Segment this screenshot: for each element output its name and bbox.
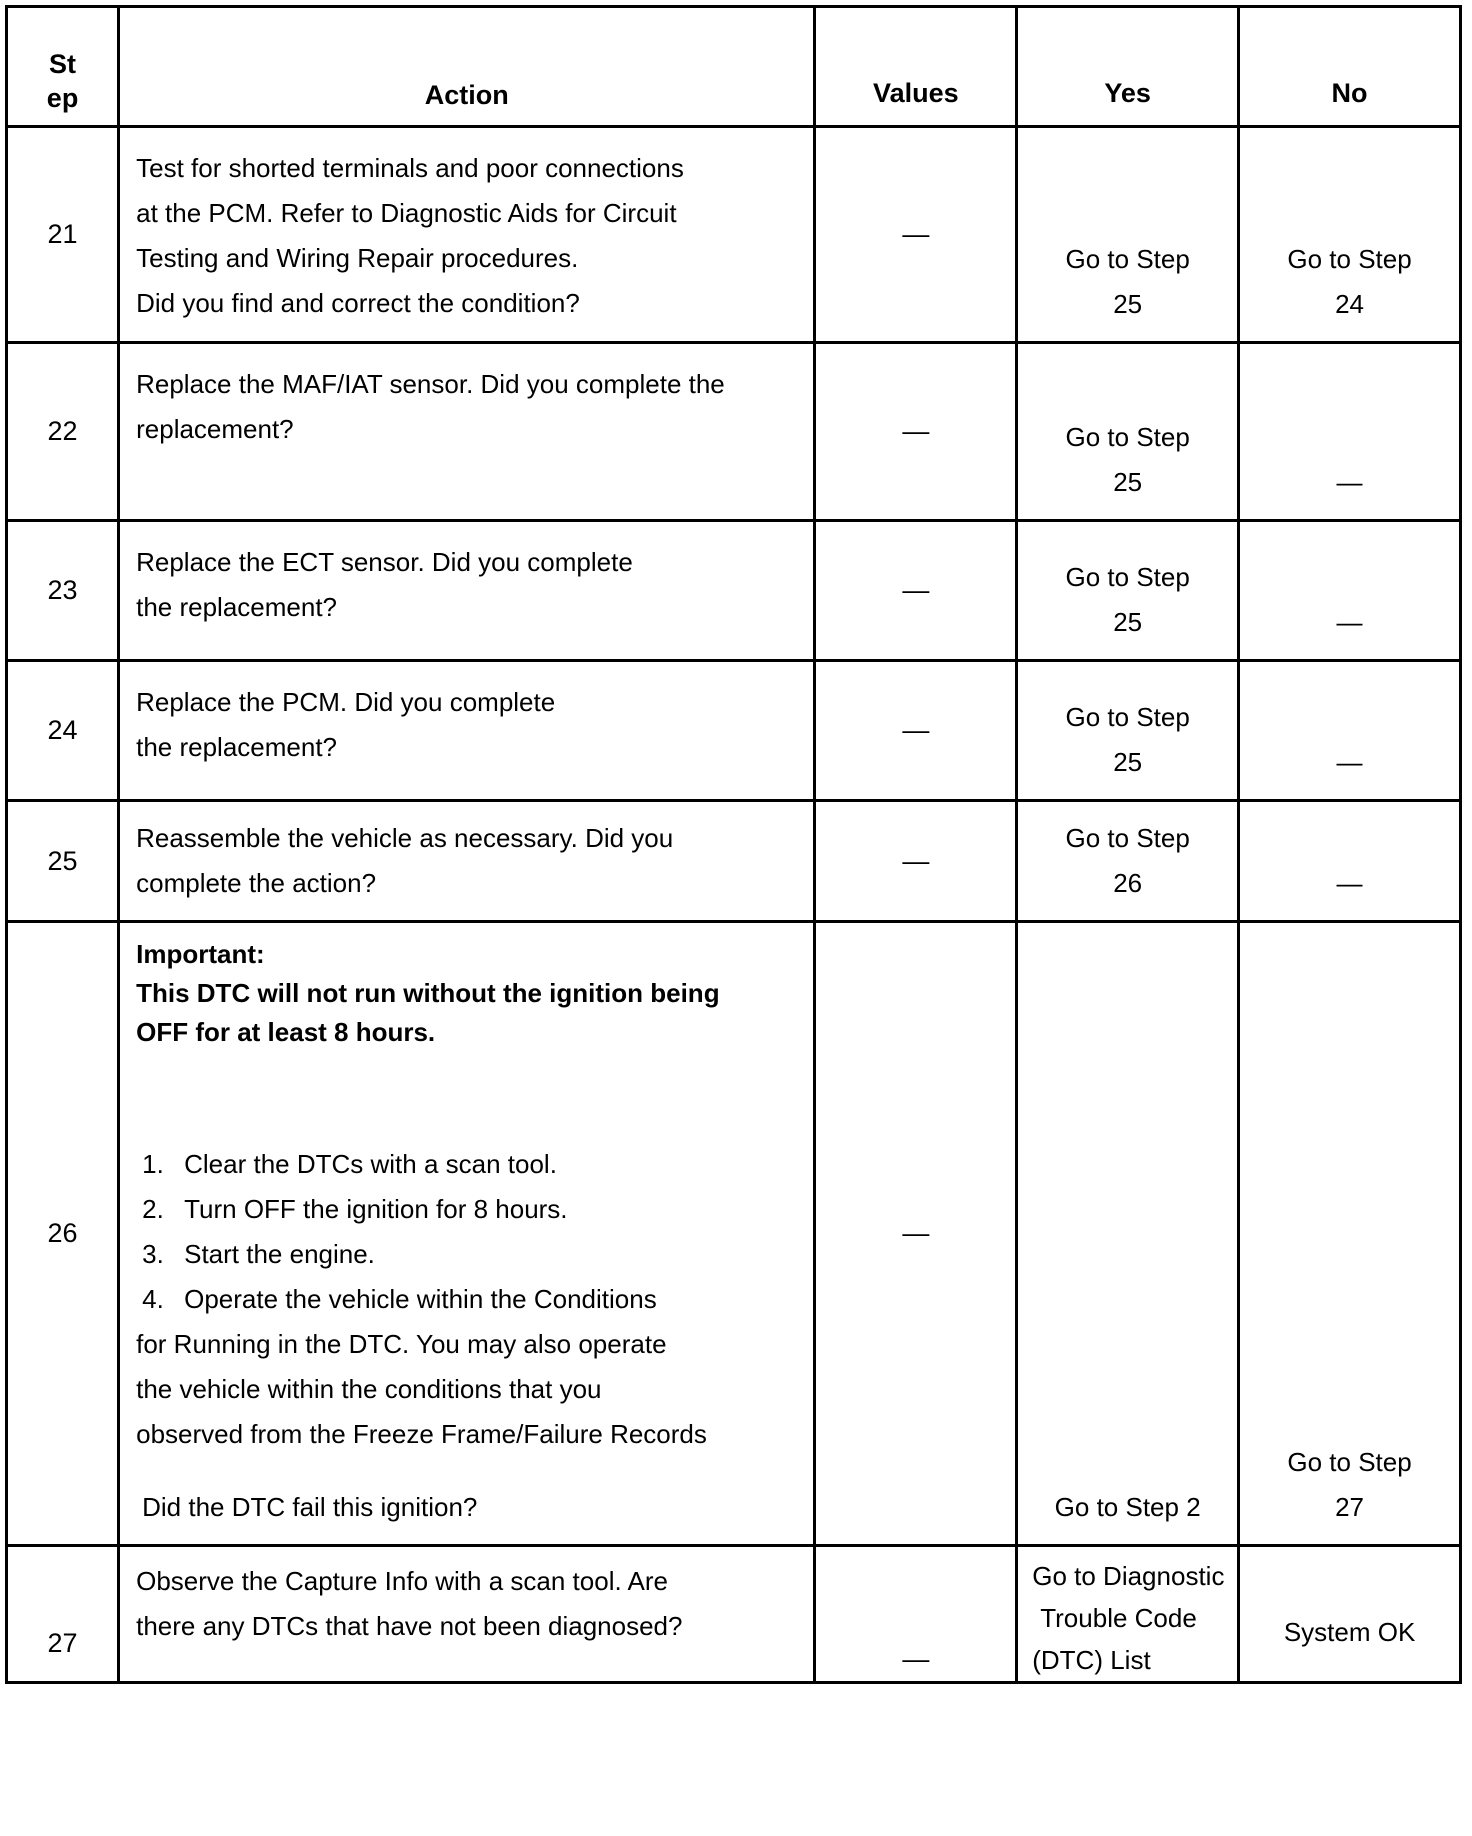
no-cell: Go to Step 27 xyxy=(1239,922,1461,1546)
action-cell xyxy=(119,1546,815,1683)
list-item: 3. Start the engine. xyxy=(142,1239,375,1269)
no-cell: — xyxy=(1239,661,1461,801)
yes-cell: Go to Step 2 xyxy=(1017,922,1239,1546)
no-cell: — xyxy=(1239,801,1461,922)
yes-cell xyxy=(1017,1546,1239,1683)
action-cell xyxy=(119,521,815,661)
header-yes: Yes xyxy=(1017,7,1239,127)
action-line: at the PCM. Refer to Diagnostic Aids for Circuit xyxy=(136,198,677,228)
action-cell xyxy=(119,343,815,521)
table-row xyxy=(7,661,1461,801)
values-cell: — xyxy=(815,521,1017,661)
action-line: for Running in the DTC. You may also operate xyxy=(136,1329,667,1359)
step-number: 22 xyxy=(7,343,119,521)
yes-line: Trouble Code xyxy=(1040,1603,1197,1633)
yes-cell: Go to Step 26 xyxy=(1017,801,1239,922)
table-row xyxy=(7,127,1461,343)
step-number: 24 xyxy=(7,661,119,801)
action-question: Did the DTC fail this ignition? xyxy=(142,1492,478,1522)
action-line: Replace the PCM. Did you complete xyxy=(136,687,556,717)
no-cell: Go to Step 24 xyxy=(1239,127,1461,343)
no-cell: — xyxy=(1239,343,1461,521)
table-row xyxy=(7,922,1461,1546)
action-line: the replacement? xyxy=(136,592,338,622)
action-line: Test for shorted terminals and poor connections xyxy=(136,153,684,183)
table-row xyxy=(7,801,1461,922)
header-action: Action xyxy=(119,7,815,127)
action-line: there any DTCs that have not been diagnosed? xyxy=(136,1611,683,1641)
yes-line: (DTC) List xyxy=(1032,1645,1151,1675)
no-cell: System OK xyxy=(1239,1546,1461,1683)
list-item: 2. Turn OFF the ignition for 8 hours. xyxy=(142,1194,568,1224)
action-line: the replacement? xyxy=(136,732,338,762)
values-cell: — xyxy=(815,801,1017,922)
yes-cell: Go to Step 25 xyxy=(1017,661,1239,801)
action-line: observed from the Freeze Frame/Failure Records xyxy=(136,1419,707,1449)
important-line: This DTC will not run without the ignition being xyxy=(136,978,720,1008)
action-cell xyxy=(119,661,815,801)
important-line: OFF for at least 8 hours. xyxy=(136,1017,436,1047)
yes-cell: Go to Step 25 xyxy=(1017,521,1239,661)
action-cell xyxy=(119,801,815,922)
step-number: 27 xyxy=(7,1546,119,1683)
table-row xyxy=(7,521,1461,661)
values-cell: — xyxy=(815,922,1017,1546)
step-number: 23 xyxy=(7,521,119,661)
diagnostic-table xyxy=(5,5,1462,1684)
action-line: Replace the MAF/IAT sensor. Did you complete the xyxy=(136,369,725,399)
action-cell xyxy=(119,127,815,343)
table-row xyxy=(7,1546,1461,1683)
procedure-list xyxy=(136,1142,799,1322)
action-line: Did you find and correct the condition? xyxy=(136,288,580,318)
header-step: St ep xyxy=(7,7,119,127)
yes-cell: Go to Step 25 xyxy=(1017,343,1239,521)
no-cell: — xyxy=(1239,521,1461,661)
yes-line: Go to Diagnostic xyxy=(1032,1561,1225,1591)
action-line: complete the action? xyxy=(136,868,377,898)
action-line: Observe the Capture Info with a scan tool. Are xyxy=(136,1566,668,1596)
step-number: 26 xyxy=(7,922,119,1546)
header-values: Values xyxy=(815,7,1017,127)
values-cell: — xyxy=(815,661,1017,801)
step-number: 21 xyxy=(7,127,119,343)
action-line: the vehicle within the conditions that you xyxy=(136,1374,602,1404)
step-number: 25 xyxy=(7,801,119,922)
action-cell xyxy=(119,922,815,1546)
values-cell: — xyxy=(815,1546,1017,1683)
action-line: Reassemble the vehicle as necessary. Did you xyxy=(136,823,674,853)
action-line: Replace the ECT sensor. Did you complete xyxy=(136,547,633,577)
list-item: 1. Clear the DTCs with a scan tool. xyxy=(142,1149,557,1179)
values-cell: — xyxy=(815,127,1017,343)
action-line: Testing and Wiring Repair procedures. xyxy=(136,243,579,273)
header-row xyxy=(7,7,1461,127)
list-item: 4. Operate the vehicle within the Conditions xyxy=(142,1284,657,1314)
action-line: replacement? xyxy=(136,414,294,444)
table-row xyxy=(7,343,1461,521)
important-label: Important: xyxy=(136,939,265,969)
header-no: No xyxy=(1239,7,1461,127)
yes-cell: Go to Step 25 xyxy=(1017,127,1239,343)
values-cell: — xyxy=(815,343,1017,521)
